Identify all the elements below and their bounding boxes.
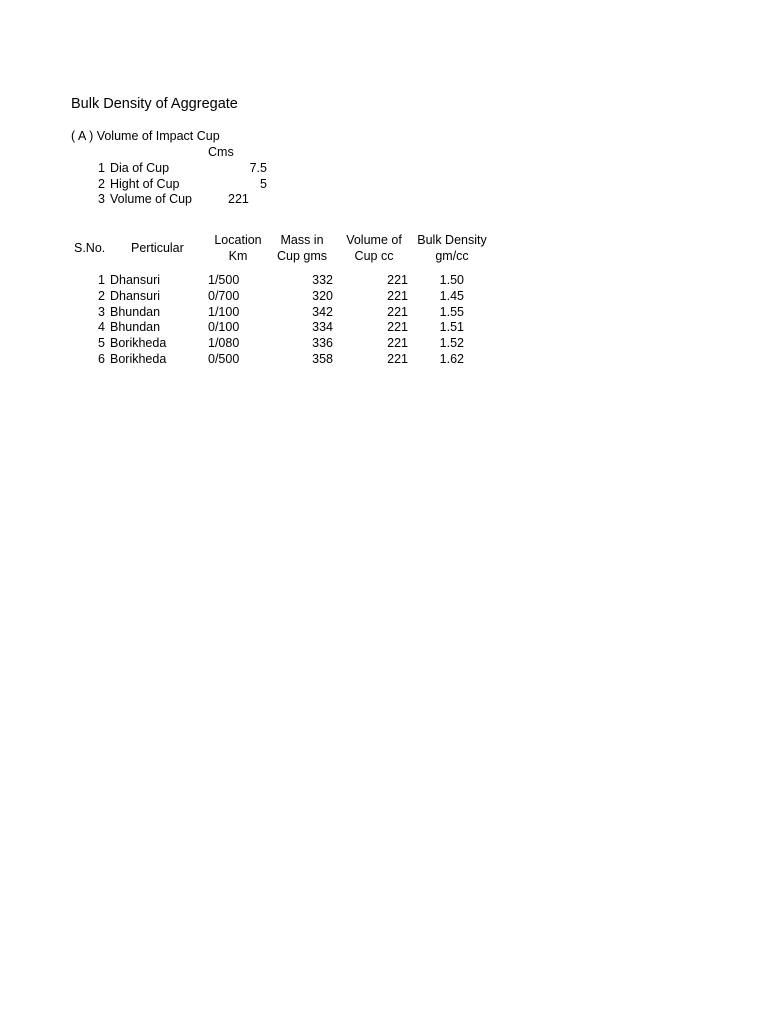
cell-location: 1/500 — [208, 273, 240, 287]
cell-location: 0/700 — [208, 289, 240, 303]
section-a-item-value: 7.5 — [249, 161, 267, 175]
cell-mass: 358 — [312, 352, 333, 366]
header-location: Location — [214, 233, 262, 247]
section-a-item-value: 221 — [228, 192, 249, 206]
header-mass-unit: Cup gms — [276, 249, 328, 263]
cell-particular: Borikheda — [110, 336, 167, 350]
cell-density: 1.62 — [439, 352, 464, 366]
section-a-item-label: Hight of Cup — [110, 177, 180, 191]
cell-mass: 332 — [312, 273, 333, 287]
cell-density: 1.55 — [439, 305, 464, 319]
cell-location: 0/500 — [208, 352, 240, 366]
cell-sno: 3 — [98, 305, 105, 319]
section-a-item-no: 3 — [98, 192, 105, 206]
cell-particular: Dhansuri — [110, 289, 161, 303]
header-sno: S.No. — [74, 241, 106, 255]
cell-mass: 320 — [312, 289, 333, 303]
cell-volume: 221 — [387, 352, 408, 366]
cell-sno: 6 — [98, 352, 105, 366]
cell-density: 1.45 — [439, 289, 464, 303]
cell-sno: 5 — [98, 336, 105, 350]
section-a-item-value: 5 — [260, 177, 267, 191]
header-volume-unit: Cup cc — [354, 249, 394, 263]
cell-location: 1/100 — [208, 305, 240, 319]
cell-volume: 221 — [387, 320, 408, 334]
header-particular: Perticular — [131, 241, 184, 255]
section-a-item-no: 1 — [98, 161, 105, 175]
section-a-item-no: 2 — [98, 177, 105, 191]
header-density: Bulk Density — [417, 233, 487, 247]
cell-mass: 334 — [312, 320, 333, 334]
header-location-unit: Km — [228, 249, 248, 263]
cell-mass: 336 — [312, 336, 333, 350]
section-a-unit: Cms — [208, 145, 234, 159]
cell-density: 1.52 — [439, 336, 464, 350]
document-title: Bulk Density of Aggregate — [71, 96, 238, 112]
cell-particular: Bhundan — [110, 305, 161, 319]
cell-volume: 221 — [387, 289, 408, 303]
section-a-heading: ( A ) Volume of Impact Cup — [71, 129, 220, 143]
cell-sno: 2 — [98, 289, 105, 303]
cell-particular: Borikheda — [110, 352, 167, 366]
cell-density: 1.51 — [439, 320, 464, 334]
header-volume: Volume of — [346, 233, 402, 247]
section-a-item-label: Volume of Cup — [110, 192, 192, 206]
cell-volume: 221 — [387, 273, 408, 287]
cell-density: 1.50 — [439, 273, 464, 287]
cell-volume: 221 — [387, 305, 408, 319]
cell-sno: 1 — [98, 273, 105, 287]
cell-particular: Bhundan — [110, 320, 161, 334]
header-density-unit: gm/cc — [435, 249, 469, 263]
cell-location: 0/100 — [208, 320, 240, 334]
cell-location: 1/080 — [208, 336, 240, 350]
header-mass: Mass in — [280, 233, 324, 247]
cell-volume: 221 — [387, 336, 408, 350]
cell-mass: 342 — [312, 305, 333, 319]
cell-particular: Dhansuri — [110, 273, 161, 287]
section-a-item-label: Dia of Cup — [110, 161, 170, 175]
cell-sno: 4 — [98, 320, 105, 334]
